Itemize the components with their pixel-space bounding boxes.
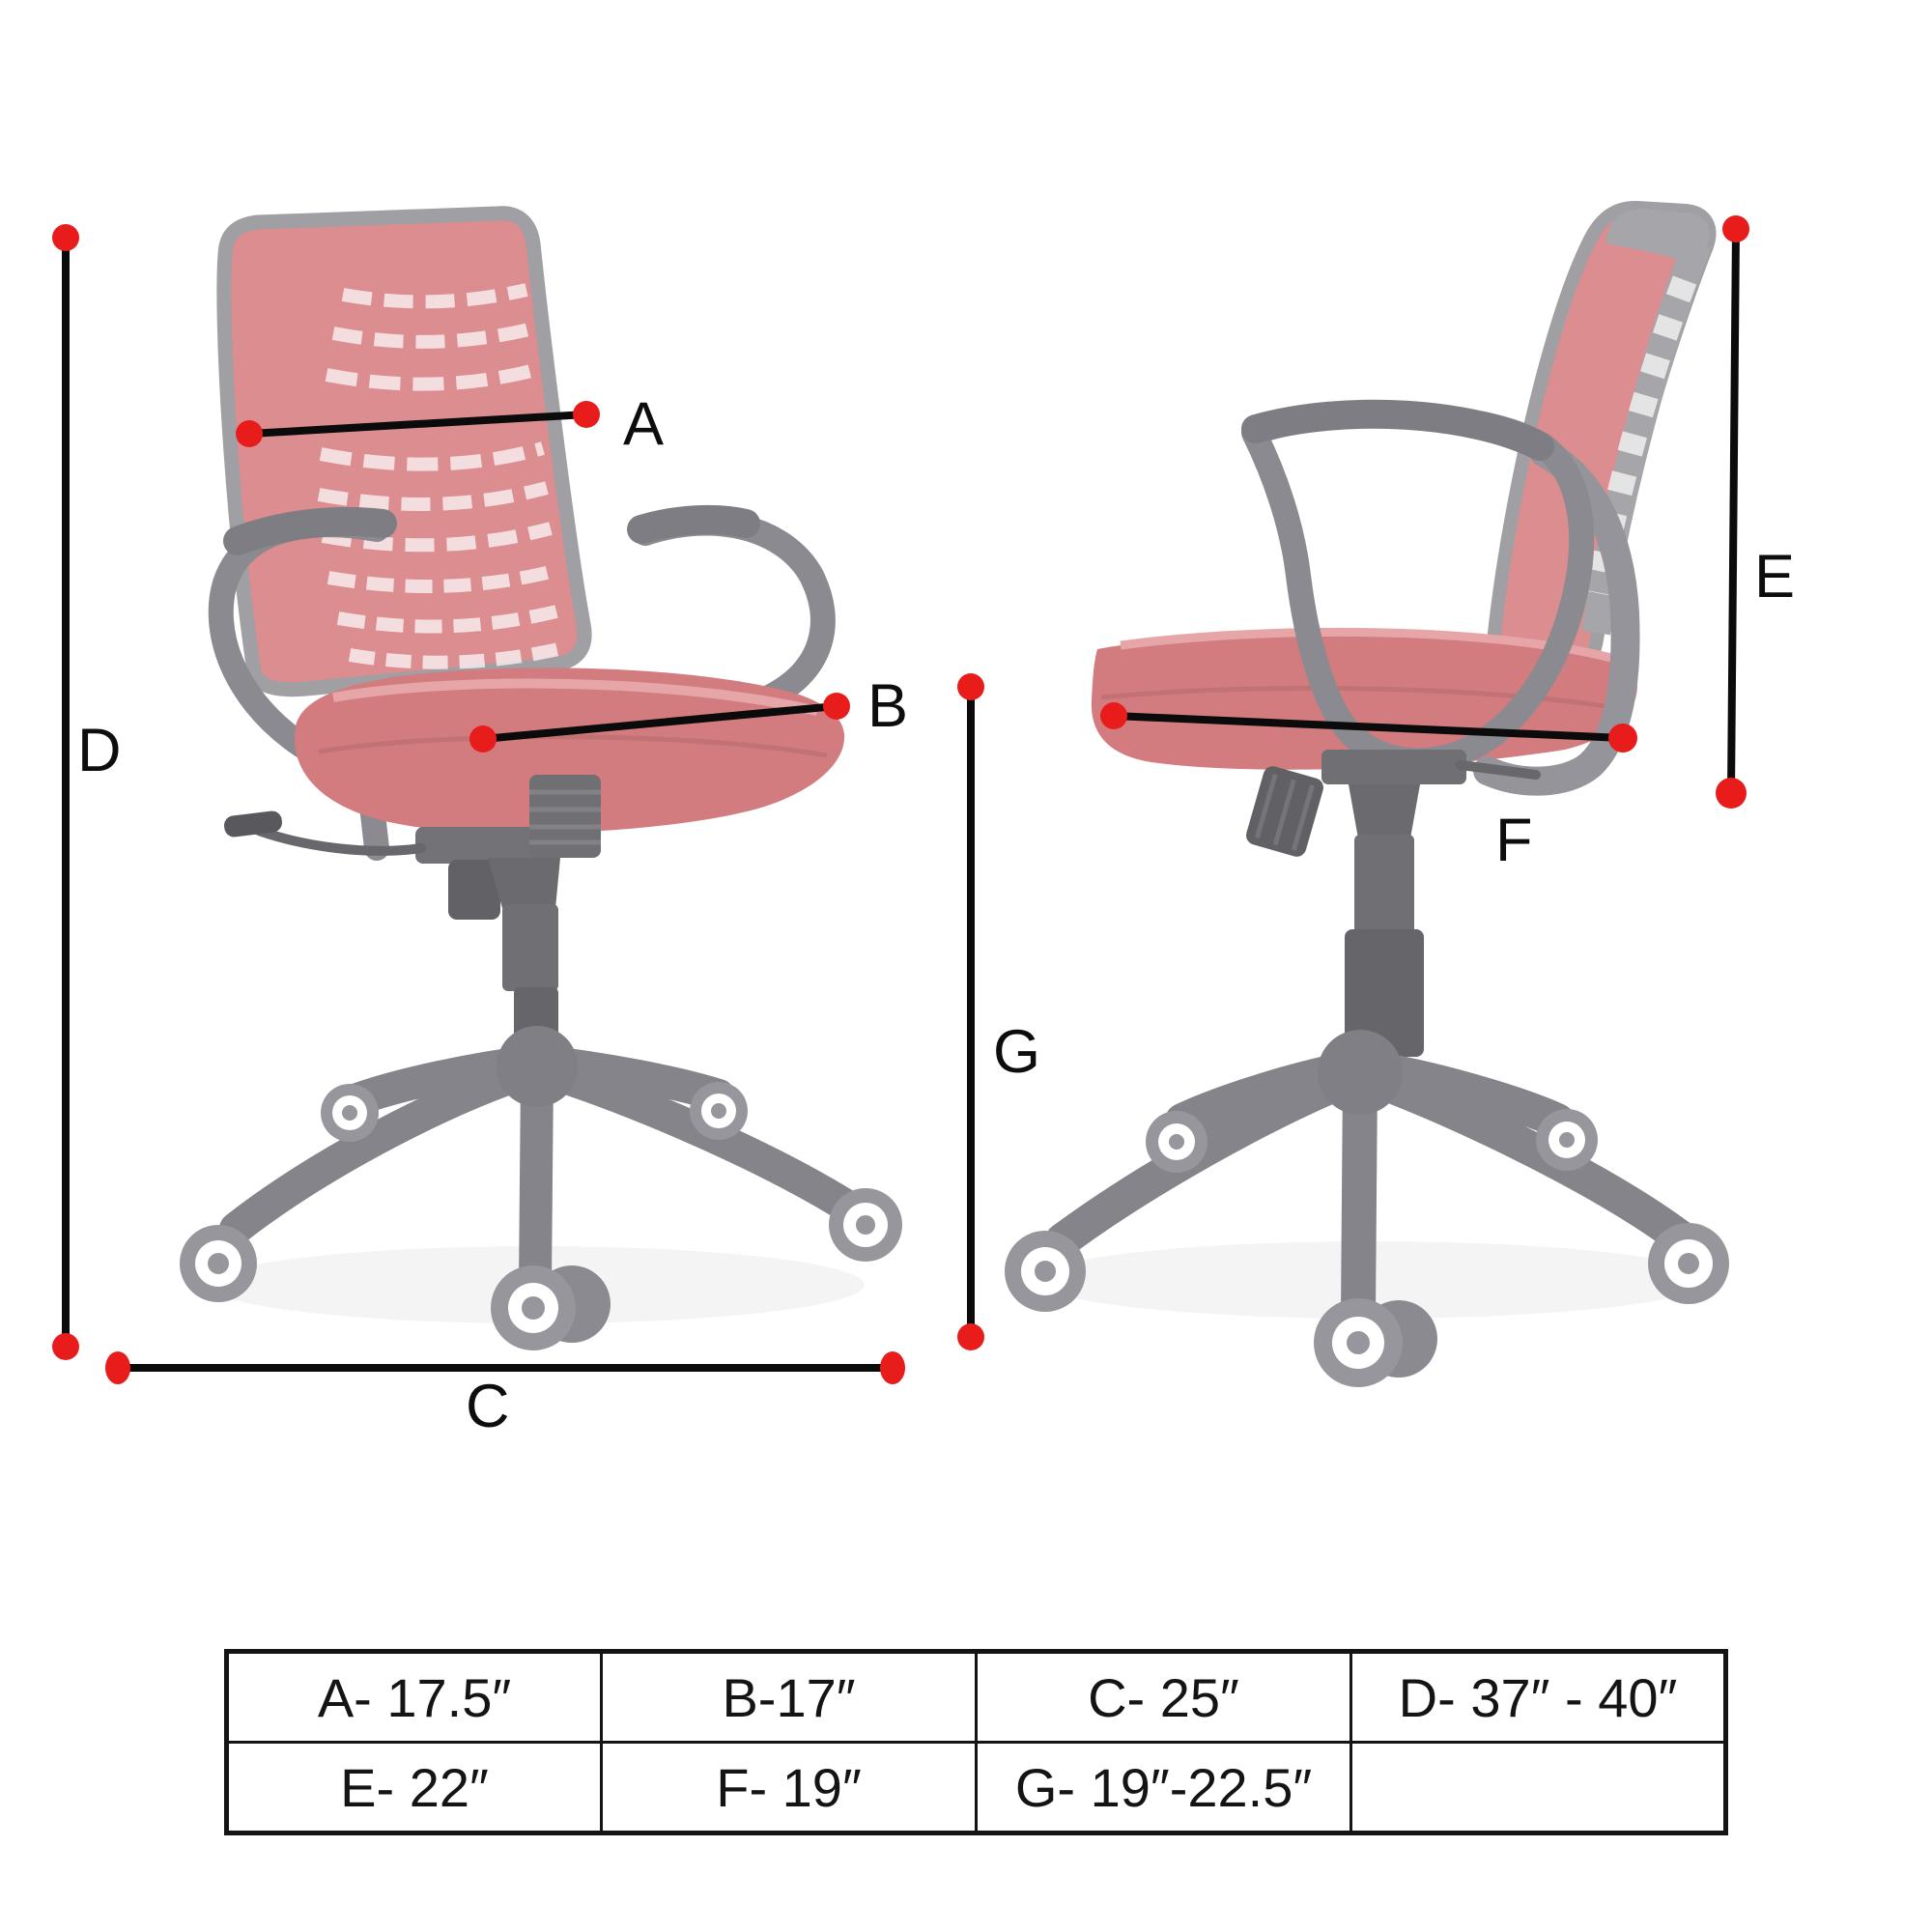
dim-label-C: C — [466, 1373, 510, 1440]
chair-side-gas-lift-upper — [1354, 835, 1414, 935]
dim-label-E: E — [1754, 543, 1796, 611]
caster-icon — [180, 1225, 257, 1302]
chair-front-base-hub — [497, 1026, 578, 1107]
dimension-table — [224, 1649, 1728, 1835]
caster-icon — [491, 1265, 611, 1350]
chair-front-gas-lift-upper — [502, 904, 558, 991]
chair-side-mech-plate — [1321, 750, 1466, 784]
cell-G: G- 19″-22.5″ — [977, 1743, 1351, 1833]
cell-C: C- 25″ — [977, 1652, 1351, 1743]
chair-side-armrest-pad — [1256, 414, 1540, 446]
chair-front-bellows — [529, 775, 601, 858]
chair-front-tilt-lever — [259, 831, 421, 851]
dim-dot-G-bottom — [957, 1323, 984, 1350]
dim-dot-F-left — [1100, 702, 1127, 729]
dim-dot-B-left — [469, 725, 497, 753]
dim-label-B: B — [867, 672, 909, 740]
dim-label-F: F — [1495, 807, 1533, 874]
cell-B: B-17″ — [602, 1652, 977, 1743]
dim-dot-C-right — [880, 1351, 905, 1384]
cell-A: A- 17.5″ — [227, 1652, 602, 1743]
caster-icon — [1005, 1231, 1086, 1312]
cell-D: D- 37″ - 40″ — [1351, 1652, 1726, 1743]
dim-dot-D-top — [52, 224, 79, 251]
table-row — [227, 1743, 1726, 1833]
dim-dot-E-top — [1722, 215, 1749, 242]
dim-dot-D-bottom — [52, 1333, 79, 1360]
caster-icon — [1648, 1223, 1729, 1304]
dim-label-G: G — [993, 1018, 1041, 1086]
dim-dot-G-top — [957, 673, 984, 700]
dim-label-D: D — [77, 717, 122, 784]
cell-empty — [1351, 1743, 1726, 1833]
caster-icon — [1314, 1298, 1437, 1387]
caster-icon — [829, 1188, 902, 1262]
dim-dot-E-bottom — [1716, 778, 1747, 809]
dim-dot-C-left — [105, 1351, 130, 1384]
caster-icon — [321, 1084, 379, 1142]
dim-line-E — [1731, 229, 1736, 793]
chair-side-gas-lift-cone — [1349, 784, 1420, 838]
table-row — [227, 1652, 1726, 1743]
chair-side-base-hub — [1318, 1030, 1403, 1115]
dimension-table-wrap — [224, 1649, 1728, 1835]
cell-F: F- 19″ — [602, 1743, 977, 1833]
dim-dot-A-right — [573, 401, 600, 428]
dim-dot-A-left — [236, 420, 263, 447]
dim-label-A: A — [623, 390, 665, 458]
chair-side-view — [1005, 208, 1729, 1387]
chair-front-view — [180, 213, 902, 1350]
caster-icon — [1146, 1111, 1208, 1173]
caster-icon — [690, 1082, 748, 1140]
chair-front-armrest-right-pad — [641, 520, 746, 529]
cell-E: E- 22″ — [227, 1743, 602, 1833]
caster-icon — [1536, 1109, 1598, 1171]
dim-dot-F-right — [1608, 724, 1637, 753]
dim-dot-B-right — [823, 693, 850, 720]
chair-side-tension-knob — [1244, 764, 1326, 859]
